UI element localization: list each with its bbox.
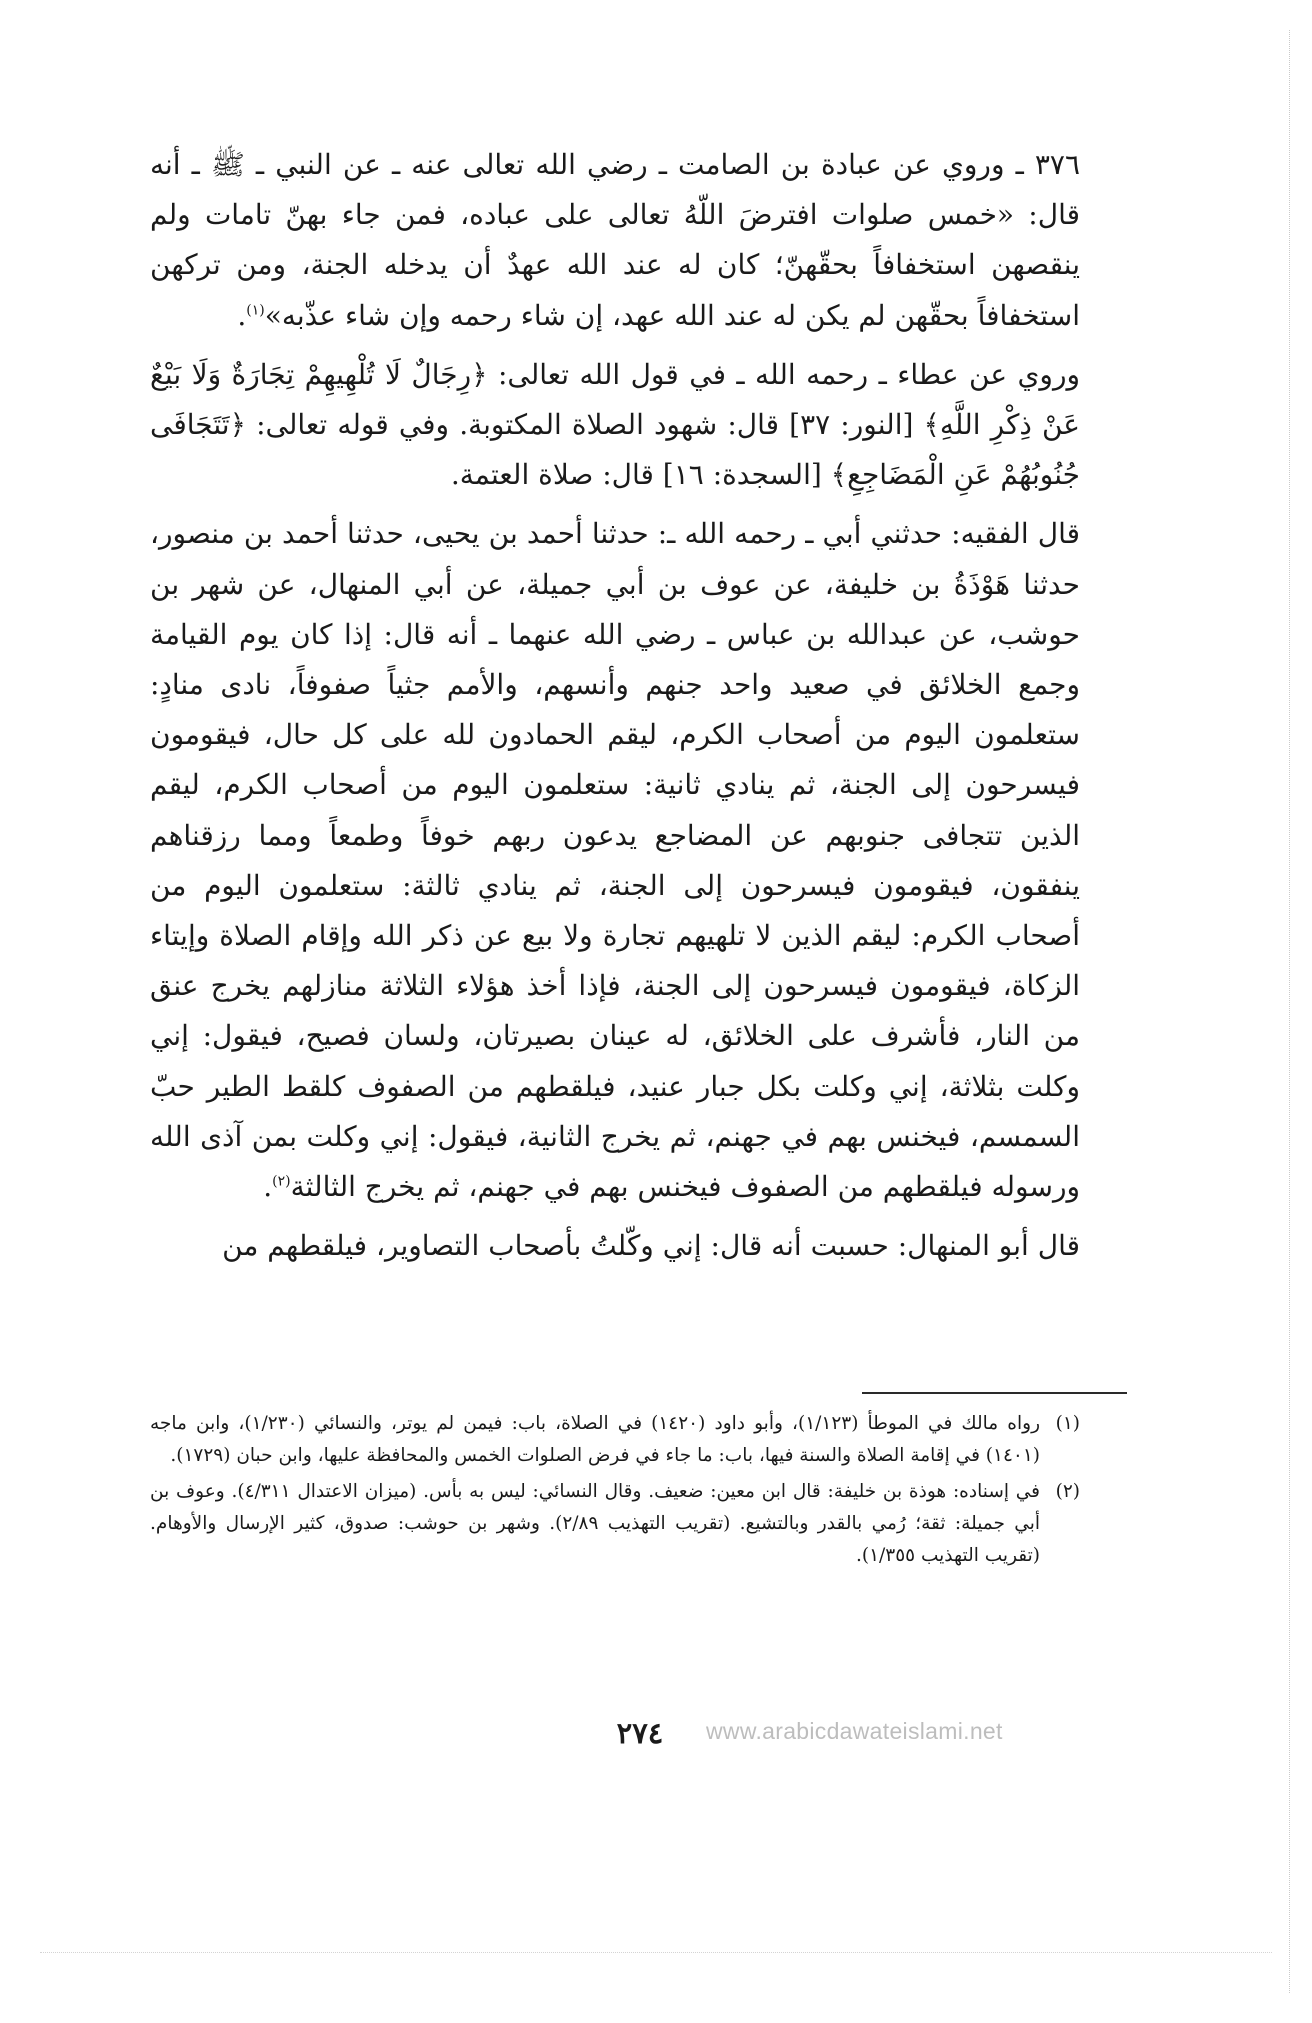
paragraph-end: . — [237, 298, 247, 332]
footnote-text: في إسناده: هوذة بن خليفة: قال ابن معين: ضعيف. وقال النسائي: ليس به بأس. (ميزان الاعتدال ٤/٣١١). وعوف بن أبي جميلة: ثقة؛ رُمي بالقدر وبالتشيع. (تقريب التهذيب ٢/٨٩). وشهر بن حوشب: صدوق، كثير الإرسال والأوهام. (تقريب التهذيب ١/٣٥٥). — [150, 1481, 1040, 1566]
faqih-narration-paragraph — [150, 509, 1080, 1212]
page-edge-line — [1289, 30, 1290, 1993]
footnote-text: رواه مالك في الموطأ (١/١٢٣)، وأبو داود (١٤٢٠) في الصلاة، باب: فيمن لم يوتر، والنسائي (١/٢٣٠)، وابن ماجه (١٤٠١) في إقامة الصلاة والسنة فيها، باب: ما جاء في فرض الصلوات الخمس والمحافظة عليها، وابن حبان (١٧٢٩). — [150, 1413, 1041, 1466]
paragraph-text: قال الفقيه: حدثني أبي ـ رحمه الله ـ: حدثنا أحمد بن يحيى، حدثنا أحمد بن منصور، حدثنا هَوْذَةُ بن خليفة، عن عوف بن أبي جميلة، عن أبي المنهال، عن شهر بن حوشب، عن عبدالله بن عباس ـ رضي الله عنهما ـ أنه قال: إذا كان يوم القيامة وجمع الخلائق في صعيد واحد جنهم وأنسهم، والأمم جثياً صفوفاً، نادى منادٍ: ستعلمون اليوم من أصحاب الكرم، ليقم الحمادون لله على كل حال، فيقومون فيسرحون إلى الجنة، ثم ينادي ثانية: ستعلمون اليوم من أصحاب الكرم، ليقم الذين تتجافى جنوبهم عن المضاجع يدعون ربهم خوفاً وطمعاً ومما رزقناهم ينفقون، فيقومون فيسرحون إلى الجنة، ثم ينادي ثالثة: ستعلمون اليوم من أصحاب الكرم: ليقم الذين لا تلهيهم تجارة ولا بيع عن ذكر الله وإقام الصلاة وإيتاء الزكاة، فيقومون فيسرحون إلى الجنة، فإذا أخذ هؤلاء الثلاثة منازلهم يخرج عنق من النار، فأشرف على الخلائق، له عينان بصيرتان، ولسان فصيح، فيقول: إني وكلت بثلاثة، إني وكلت بكل جبار عنيد، فيلقطهم من الصفوف كلقط الطير حبّ السمسم، فيخنس بهم في جهنم، ثم يخرج الثانية، فيقول: إني وكلت بمن آذى الله ورسوله فيلقطهم من الصفوف فيخنس بهم في جهنم، ثم يخرج الثالثة — [150, 517, 1080, 1204]
watermark-url: www.arabicdawateislami.net — [706, 1718, 1003, 1744]
abu-minhal-paragraph: قال أبو المنهال: حسبت أنه قال: إني وكّلتُ بأصحاب التصاوير، فيلقطهم من — [222, 1229, 1080, 1263]
paragraph-end: . — [263, 1170, 273, 1204]
hadith-paragraph-376 — [150, 140, 1080, 341]
footnote-number: (١) — [1055, 1413, 1080, 1434]
paragraph-text: ٣٧٦ ـ وروي عن عبادة بن الصامت ـ رضي الله تعالى عنه ـ عن النبي ـ ﷺ ـ أنه قال: «خمس صلوات افترضَ اللّهُ تعالى على عباده، فمن جاء بهنّ تامات ولم ينقصهن استخفافاً بحقّهنّ؛ كان له عند الله عهدٌ أن يدخله الجنة، ومن تركهن استخفافاً بحقّهن لم يكن له عند الله عهد، إن شاء رحمه وإن شاء عذّبه» — [150, 148, 1080, 332]
page-number: ٢٧٤ — [616, 1716, 664, 1750]
footnote-1 — [150, 1408, 1080, 1472]
footnotes — [150, 1408, 1080, 1576]
footnote-number: (٢) — [1055, 1481, 1080, 1502]
ata-narration-paragraph: وروي عن عطاء ـ رحمه الله ـ في قول الله تعالى: ﴿رِجَالٌ لَا تُلْهِيهِمْ تِجَارَةٌ وَلَا بَيْعٌ عَنْ ذِكْرِ اللَّهِ﴾ [النور: ٣٧] قال: شهود الصلاة المكتوبة. وفي قوله تعالى: ﴿تَتَجَافَى جُنُوبُهُمْ عَنِ الْمَضَاجِعِ﴾ [السجدة: ١٦] قال: صلاة العتمة. — [150, 357, 1080, 492]
main-text — [150, 140, 1080, 1271]
footnote-ref-1: (١) — [246, 302, 265, 319]
page-bottom-edge — [40, 1952, 1272, 1953]
footnote-ref-2: (٢) — [272, 1173, 291, 1190]
footnote-divider — [862, 1392, 1127, 1394]
footnote-2 — [150, 1476, 1080, 1572]
